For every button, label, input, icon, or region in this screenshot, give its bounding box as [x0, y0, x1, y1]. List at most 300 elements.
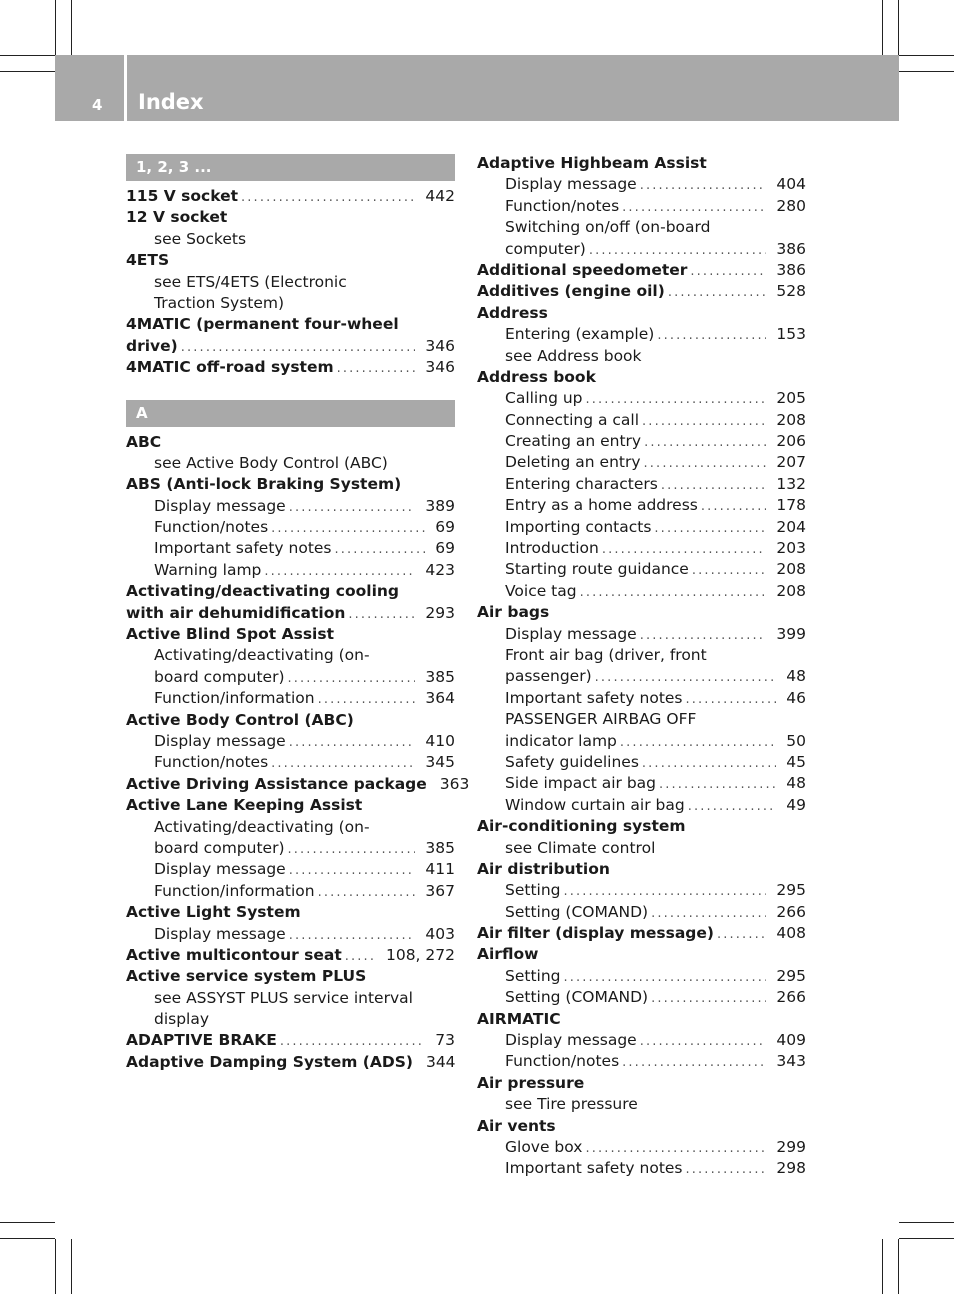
entry-text: Connecting a call — [505, 410, 640, 429]
page-title: Index — [138, 90, 204, 114]
dot-leader — [640, 625, 767, 646]
index-entry — [126, 250, 455, 271]
entry-text: Display message — [505, 624, 637, 643]
dot-leader — [241, 187, 415, 208]
entry-text: ABC — [126, 432, 162, 451]
page-ref: 153 — [776, 325, 806, 344]
dot-leader — [585, 1138, 766, 1159]
index-subentry — [477, 688, 806, 709]
page-ref: 404 — [776, 175, 806, 194]
entry-text: Additional speedometer — [477, 260, 688, 279]
index-subentry — [477, 474, 806, 495]
index-subentry — [477, 174, 806, 195]
crop-mark — [882, 0, 883, 55]
entry-text: Function/notes — [505, 196, 620, 215]
entry-text: see Sockets — [154, 229, 247, 248]
dot-leader — [288, 839, 416, 860]
dot-leader — [686, 1159, 767, 1180]
index-subentry — [477, 987, 806, 1008]
entry-text: Air vents — [477, 1116, 556, 1135]
page-ref: 386 — [776, 239, 806, 258]
entry-text: AIRMATIC — [477, 1009, 561, 1028]
entry-text: indicator lamp — [505, 731, 617, 750]
index-entry — [477, 816, 806, 837]
index-entry — [477, 281, 806, 302]
index-subentry — [477, 538, 806, 559]
index-subentry — [477, 517, 806, 538]
entry-text: Active Lane Keeping Assist — [126, 796, 363, 815]
page-ref: 385 — [425, 838, 455, 857]
dot-leader — [654, 518, 766, 539]
index-subentry — [126, 496, 455, 517]
page-ref: 45 — [786, 752, 806, 771]
page-ref: 205 — [776, 389, 806, 408]
dot-leader — [181, 337, 416, 358]
crop-mark — [899, 1238, 954, 1239]
dot-leader — [644, 432, 766, 453]
dot-leader — [659, 774, 776, 795]
index-entry — [126, 795, 455, 816]
page-ref: 410 — [425, 731, 455, 750]
entry-text: see Tire pressure — [505, 1095, 638, 1114]
entry-text: Airflow — [477, 945, 539, 964]
page-number: 4 — [92, 96, 103, 114]
entry-text: Entry as a home address — [505, 496, 698, 515]
page-ref: 69 — [435, 539, 455, 558]
page-ref: 50 — [786, 731, 806, 750]
entry-text: Air-conditioning system — [477, 817, 686, 836]
entry-text: 12 V socket — [126, 208, 228, 227]
index-subentry — [477, 1030, 806, 1051]
index-subentry — [477, 452, 806, 473]
index-column-left — [126, 154, 470, 1073]
entry-text: Creating an entry — [505, 432, 642, 451]
index-entry — [126, 357, 455, 378]
entry-text: Air pressure — [477, 1073, 585, 1092]
page-ref: 208 — [776, 581, 806, 600]
page-ref: 364 — [425, 689, 455, 708]
dot-leader — [280, 1031, 425, 1052]
entry-text: Air distribution — [477, 859, 610, 878]
index-entry — [126, 945, 455, 966]
index-subentry — [477, 324, 806, 345]
index-entry — [126, 474, 455, 495]
index-subentry — [126, 924, 455, 945]
dot-leader — [289, 925, 416, 946]
crop-mark — [71, 1239, 72, 1294]
entry-text: Starting route guidance — [505, 560, 689, 579]
index-entry — [477, 923, 806, 944]
entry-text: Function/information — [154, 689, 315, 708]
entry-text: Glove box — [505, 1137, 583, 1156]
page-ref: 298 — [776, 1159, 806, 1178]
entry-text: Important safety notes — [505, 1159, 683, 1178]
dot-leader — [580, 582, 767, 603]
index-subentry — [126, 293, 455, 314]
crop-mark — [898, 1239, 899, 1294]
dot-leader — [640, 1031, 767, 1052]
page-ref: 346 — [425, 336, 455, 355]
crop-mark — [899, 1222, 954, 1223]
entry-text: Adaptive Highbeam Assist — [477, 154, 707, 172]
entry-text: passenger) — [505, 667, 592, 686]
index-entry — [126, 432, 455, 453]
page-ref: 408 — [776, 924, 806, 943]
entry-text: Safety guidelines — [505, 752, 639, 771]
entry-text: Setting (COMAND) — [505, 902, 649, 921]
page-ref: 344 — [425, 1052, 456, 1071]
entry-text: Function/notes — [154, 753, 269, 772]
index-subentry — [477, 838, 806, 859]
entry-text: with air dehumidification — [126, 603, 346, 622]
header-divider — [124, 55, 127, 121]
entry-text: Air bags — [477, 603, 550, 622]
page-ref: 299 — [776, 1137, 806, 1156]
dot-leader — [642, 753, 776, 774]
index-subentry — [126, 752, 455, 773]
index-entry — [126, 336, 455, 357]
dot-leader — [289, 860, 416, 881]
index-subentry — [126, 881, 455, 902]
entry-text: Active multicontour seat — [126, 945, 342, 964]
index-subentry — [477, 388, 806, 409]
section-spacer — [126, 379, 455, 400]
entry-text: 4MATIC off-road system — [126, 358, 334, 377]
index-subentry — [477, 431, 806, 452]
entry-text: Active Driving Assistance package — [126, 774, 427, 793]
index-entry — [477, 1073, 806, 1094]
entry-text: Display message — [154, 924, 286, 943]
page-ref: 295 — [776, 881, 806, 900]
index-entry — [126, 314, 455, 335]
dot-leader — [651, 903, 766, 924]
dot-leader — [289, 732, 416, 753]
page-ref: 280 — [776, 196, 806, 215]
index-subentry — [126, 645, 455, 666]
dot-leader — [701, 496, 767, 517]
index-subentry — [477, 624, 806, 645]
dot-leader — [717, 924, 766, 945]
index-column-right — [477, 153, 806, 1180]
entry-text: Function/notes — [505, 1052, 620, 1071]
entry-text: Active Light System — [126, 903, 301, 922]
index-subentry — [477, 880, 806, 901]
entry-text: Adaptive Damping System (ADS) — [126, 1052, 413, 1071]
section-heading: 1, 2, 3 ... — [126, 154, 455, 181]
entry-text: Display message — [505, 1031, 637, 1050]
page-ref: 208 — [776, 560, 806, 579]
crop-mark — [55, 1239, 56, 1294]
index-subentry — [477, 902, 806, 923]
index-entry — [126, 581, 455, 602]
index-subentry — [477, 559, 806, 580]
entry-text: ADAPTIVE BRAKE — [126, 1031, 277, 1050]
page-ref: 442 — [425, 187, 455, 205]
index-subentry — [126, 272, 455, 293]
page-ref: 389 — [425, 496, 455, 515]
page-ref: 367 — [425, 881, 455, 900]
page-ref: 411 — [425, 860, 455, 879]
page-ref: 208 — [776, 410, 806, 429]
entry-text: Voice tag — [505, 581, 577, 600]
index-entry — [477, 367, 806, 388]
crop-mark — [898, 0, 899, 55]
index-subentry — [477, 239, 806, 260]
page-ref: 204 — [776, 517, 806, 536]
entry-text: Address book — [477, 367, 596, 386]
page-ref: 295 — [776, 966, 806, 985]
index-subentry — [126, 1009, 455, 1030]
index-entry — [477, 602, 806, 623]
dot-leader — [692, 560, 767, 581]
page-ref: 132 — [776, 474, 806, 493]
index-subentry — [126, 517, 455, 538]
index-entry — [477, 944, 806, 965]
dot-leader — [564, 881, 767, 902]
crop-mark — [899, 55, 954, 56]
entry-text: Air filter (display message) — [477, 924, 714, 943]
index-subentry — [477, 709, 806, 730]
entry-text: Active Blind Spot Assist — [126, 625, 334, 644]
crop-mark — [0, 1222, 55, 1223]
page-ref: 73 — [435, 1031, 455, 1050]
dot-leader — [595, 667, 777, 688]
page-ref: 386 — [776, 260, 806, 279]
section-heading: A — [126, 400, 455, 427]
dot-leader — [668, 282, 767, 303]
dot-leader — [289, 497, 416, 518]
entry-text: Activating/deactivating cooling — [126, 582, 400, 601]
entry-text: PASSENGER AIRBAG OFF — [505, 710, 697, 729]
page-ref: 49 — [786, 795, 806, 814]
entry-text: Setting — [505, 966, 561, 985]
page-ref: 69 — [435, 518, 455, 537]
page-ref: 293 — [425, 603, 455, 622]
entry-text: board computer) — [154, 667, 285, 686]
index-entry — [126, 207, 455, 228]
entry-text: display — [154, 1010, 210, 1029]
page-ref: 399 — [776, 624, 806, 643]
index-subentry — [126, 453, 455, 474]
index-subentry — [477, 217, 806, 238]
entry-text: Display message — [154, 731, 286, 750]
entry-text: Setting (COMAND) — [505, 988, 649, 1007]
page-ref: 48 — [786, 774, 806, 793]
crop-mark — [0, 71, 55, 72]
index-entry — [126, 1052, 455, 1073]
dot-leader — [345, 946, 376, 967]
index-entry — [477, 1009, 806, 1030]
entry-text: Address — [477, 303, 548, 322]
index-subentry — [126, 667, 455, 688]
dot-leader — [620, 732, 776, 753]
entry-text: Activating/deactivating (on- — [154, 646, 370, 665]
index-subentry — [477, 581, 806, 602]
entry-text: 115 V socket — [126, 187, 239, 205]
index-subentry — [126, 817, 455, 838]
entry-text: Activating/deactivating (on- — [154, 817, 370, 836]
index-subentry — [477, 196, 806, 217]
page-ref: 409 — [776, 1031, 806, 1050]
entry-text: Function/information — [154, 881, 315, 900]
page-ref: 423 — [425, 560, 455, 579]
index-subentry — [477, 773, 806, 794]
dot-leader — [686, 689, 777, 710]
entry-text: see ETS/4ETS (Electronic — [154, 272, 347, 291]
dot-leader — [622, 1052, 766, 1073]
dot-leader — [657, 325, 766, 346]
entry-text: Window curtain air bag — [505, 795, 685, 814]
dot-leader — [348, 604, 415, 625]
index-entry — [126, 902, 455, 923]
entry-text: Warning lamp — [154, 560, 262, 579]
entry-text: Active Body Control (ABC) — [126, 710, 354, 729]
entry-text: 4MATIC (permanent four-wheel — [126, 315, 399, 334]
dot-leader — [651, 988, 766, 1009]
entry-text: Display message — [505, 175, 637, 194]
page-ref: 266 — [776, 902, 806, 921]
index-subentry — [477, 731, 806, 752]
dot-leader — [642, 411, 766, 432]
dot-leader — [644, 453, 767, 474]
entry-text: Important safety notes — [154, 539, 332, 558]
entry-text: Entering (example) — [505, 325, 655, 344]
index-subentry — [126, 688, 455, 709]
index-entry — [126, 774, 470, 795]
index-entry — [477, 1116, 806, 1137]
entry-text: Display message — [154, 860, 286, 879]
entry-text: Display message — [154, 496, 286, 515]
page-ref: 343 — [776, 1052, 806, 1071]
index-subentry — [126, 731, 455, 752]
entry-text: Importing contacts — [505, 517, 652, 536]
crop-mark — [0, 55, 55, 56]
index-entry — [126, 966, 455, 987]
index-entry — [477, 153, 806, 174]
index-entry — [126, 710, 455, 731]
page-ref: 345 — [425, 753, 455, 772]
page-ref: 363 — [439, 774, 470, 793]
entry-text: see Address book — [505, 346, 642, 365]
crop-mark — [0, 1238, 55, 1239]
entry-text: computer) — [505, 239, 586, 258]
page-ref: 528 — [776, 282, 806, 301]
dot-leader — [318, 689, 416, 710]
page-ref: 346 — [425, 358, 455, 377]
index-entry — [126, 1030, 455, 1051]
index-subentry — [477, 1158, 806, 1179]
index-subentry — [477, 645, 806, 666]
index-entry — [126, 624, 455, 645]
page-ref: 206 — [776, 432, 806, 451]
dot-leader — [264, 561, 415, 582]
crop-mark — [882, 1239, 883, 1294]
entry-text: ABS (Anti-lock Braking System) — [126, 475, 402, 494]
page-ref: 48 — [786, 667, 806, 686]
entry-text: see Active Body Control (ABC) — [154, 453, 388, 472]
entry-text: Switching on/off (on-board — [505, 218, 711, 237]
index-subentry — [126, 538, 455, 559]
dot-leader — [288, 668, 416, 689]
entry-text: board computer) — [154, 838, 285, 857]
entry-text: Additives (engine oil) — [477, 282, 665, 301]
page-ref: 266 — [776, 988, 806, 1007]
index-subentry — [477, 1137, 806, 1158]
entry-text: see Climate control — [505, 838, 656, 857]
page-ref: 108, 272 — [385, 945, 455, 964]
index-subentry — [126, 560, 455, 581]
dot-leader — [589, 240, 767, 261]
index-subentry — [477, 1051, 806, 1072]
entry-text: Deleting an entry — [505, 453, 641, 472]
entry-text: Calling up — [505, 389, 583, 408]
page-ref: 207 — [776, 453, 806, 472]
dot-leader — [271, 753, 415, 774]
dot-leader — [335, 539, 426, 560]
entry-text: Important safety notes — [505, 688, 683, 707]
entry-text: Active service system PLUS — [126, 967, 367, 986]
entry-text: Setting — [505, 881, 561, 900]
index-entry — [477, 859, 806, 880]
dot-leader — [622, 197, 766, 218]
dot-leader — [564, 967, 767, 988]
page-ref: 403 — [425, 924, 455, 943]
index-subentry — [477, 666, 806, 687]
index-subentry — [477, 410, 806, 431]
index-entry — [126, 186, 455, 207]
crop-mark — [55, 0, 56, 55]
dot-leader — [688, 796, 777, 817]
dot-leader — [318, 882, 416, 903]
dot-leader — [661, 475, 767, 496]
entry-text: Introduction — [505, 539, 599, 558]
index-subentry — [477, 752, 806, 773]
entry-text: Entering characters — [505, 474, 658, 493]
entry-text: Side impact air bag — [505, 774, 656, 793]
index-entry — [477, 303, 806, 324]
crop-mark — [899, 71, 954, 72]
index-subentry — [126, 859, 455, 880]
index-subentry — [477, 495, 806, 516]
page-ref: 178 — [776, 496, 806, 515]
index-subentry — [477, 966, 806, 987]
dot-leader — [690, 261, 766, 282]
index-subentry — [477, 346, 806, 367]
index-subentry — [477, 795, 806, 816]
dot-leader — [337, 358, 416, 379]
entry-text: Function/notes — [154, 518, 269, 537]
page-ref: 385 — [425, 667, 455, 686]
dot-leader — [586, 389, 767, 410]
dot-leader — [640, 175, 767, 196]
index-subentry — [126, 838, 455, 859]
index-subentry — [477, 1094, 806, 1115]
index-subentry — [126, 229, 455, 250]
index-entry — [126, 603, 455, 624]
entry-text: see ASSYST PLUS service interval — [154, 988, 413, 1007]
page-ref: 203 — [776, 539, 806, 558]
dot-leader — [602, 539, 767, 560]
page-ref: 46 — [786, 688, 806, 707]
index-entry — [477, 260, 806, 281]
entry-text: Front air bag (driver, front — [505, 645, 707, 664]
dot-leader — [271, 518, 425, 539]
index-subentry — [126, 988, 455, 1009]
entry-text: Traction System) — [154, 293, 285, 312]
entry-text: 4ETS — [126, 251, 170, 270]
entry-text: drive) — [126, 336, 178, 355]
crop-mark — [71, 0, 72, 55]
